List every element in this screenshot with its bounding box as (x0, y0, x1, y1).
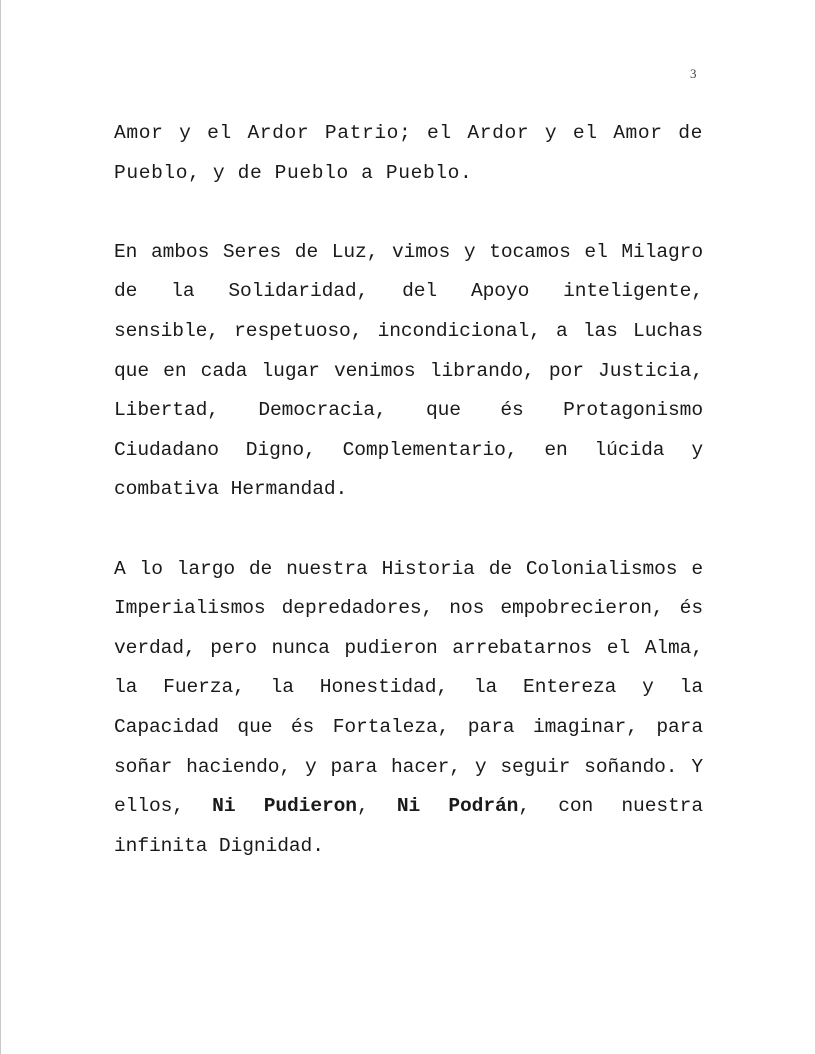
paragraph-3 (114, 550, 703, 867)
paragraph-2: En ambos Seres de Luz, vimos y tocamos el Milagro de la Solidaridad, del Apoyo inteligente, sensible, respetuoso, incondicional, a las Luchas que en cada lugar venimos librando, por Justicia, Libertad, Democracia, que és Protagonismo Ciudadano Digno, Complementario, en lúcida y combativa Hermandad. (114, 240, 703, 501)
paragraph-1: Amor y el Ardor Patrio; el Ardor y el Amor de Pueblo, y de Pueblo a Pueblo. (114, 122, 703, 184)
paragraph-3-text-end: , con nuestra infinita Dignidad. (114, 795, 703, 857)
bold-phrase-ni-podran: Ni Podrán (396, 795, 519, 818)
document-body (114, 114, 703, 866)
page-number: 3 (690, 66, 697, 81)
paragraph-3-separator: , (356, 795, 397, 818)
paragraph-3-text-start: A lo largo de nuestra Historia de Colonialismos e Imperialismos depredadores, nos empobrecieron, és verdad, pero nunca pudieron arrebatarnos el Alma, la Fuerza, la Honestidad, la Entereza y la Capacidad que és Fortaleza, para imaginar, para soñar haciendo, y para hacer, y seguir soñando. Y ellos, (114, 557, 703, 818)
bold-phrase-ni-pudieron: Ni Pudieron (212, 795, 357, 818)
